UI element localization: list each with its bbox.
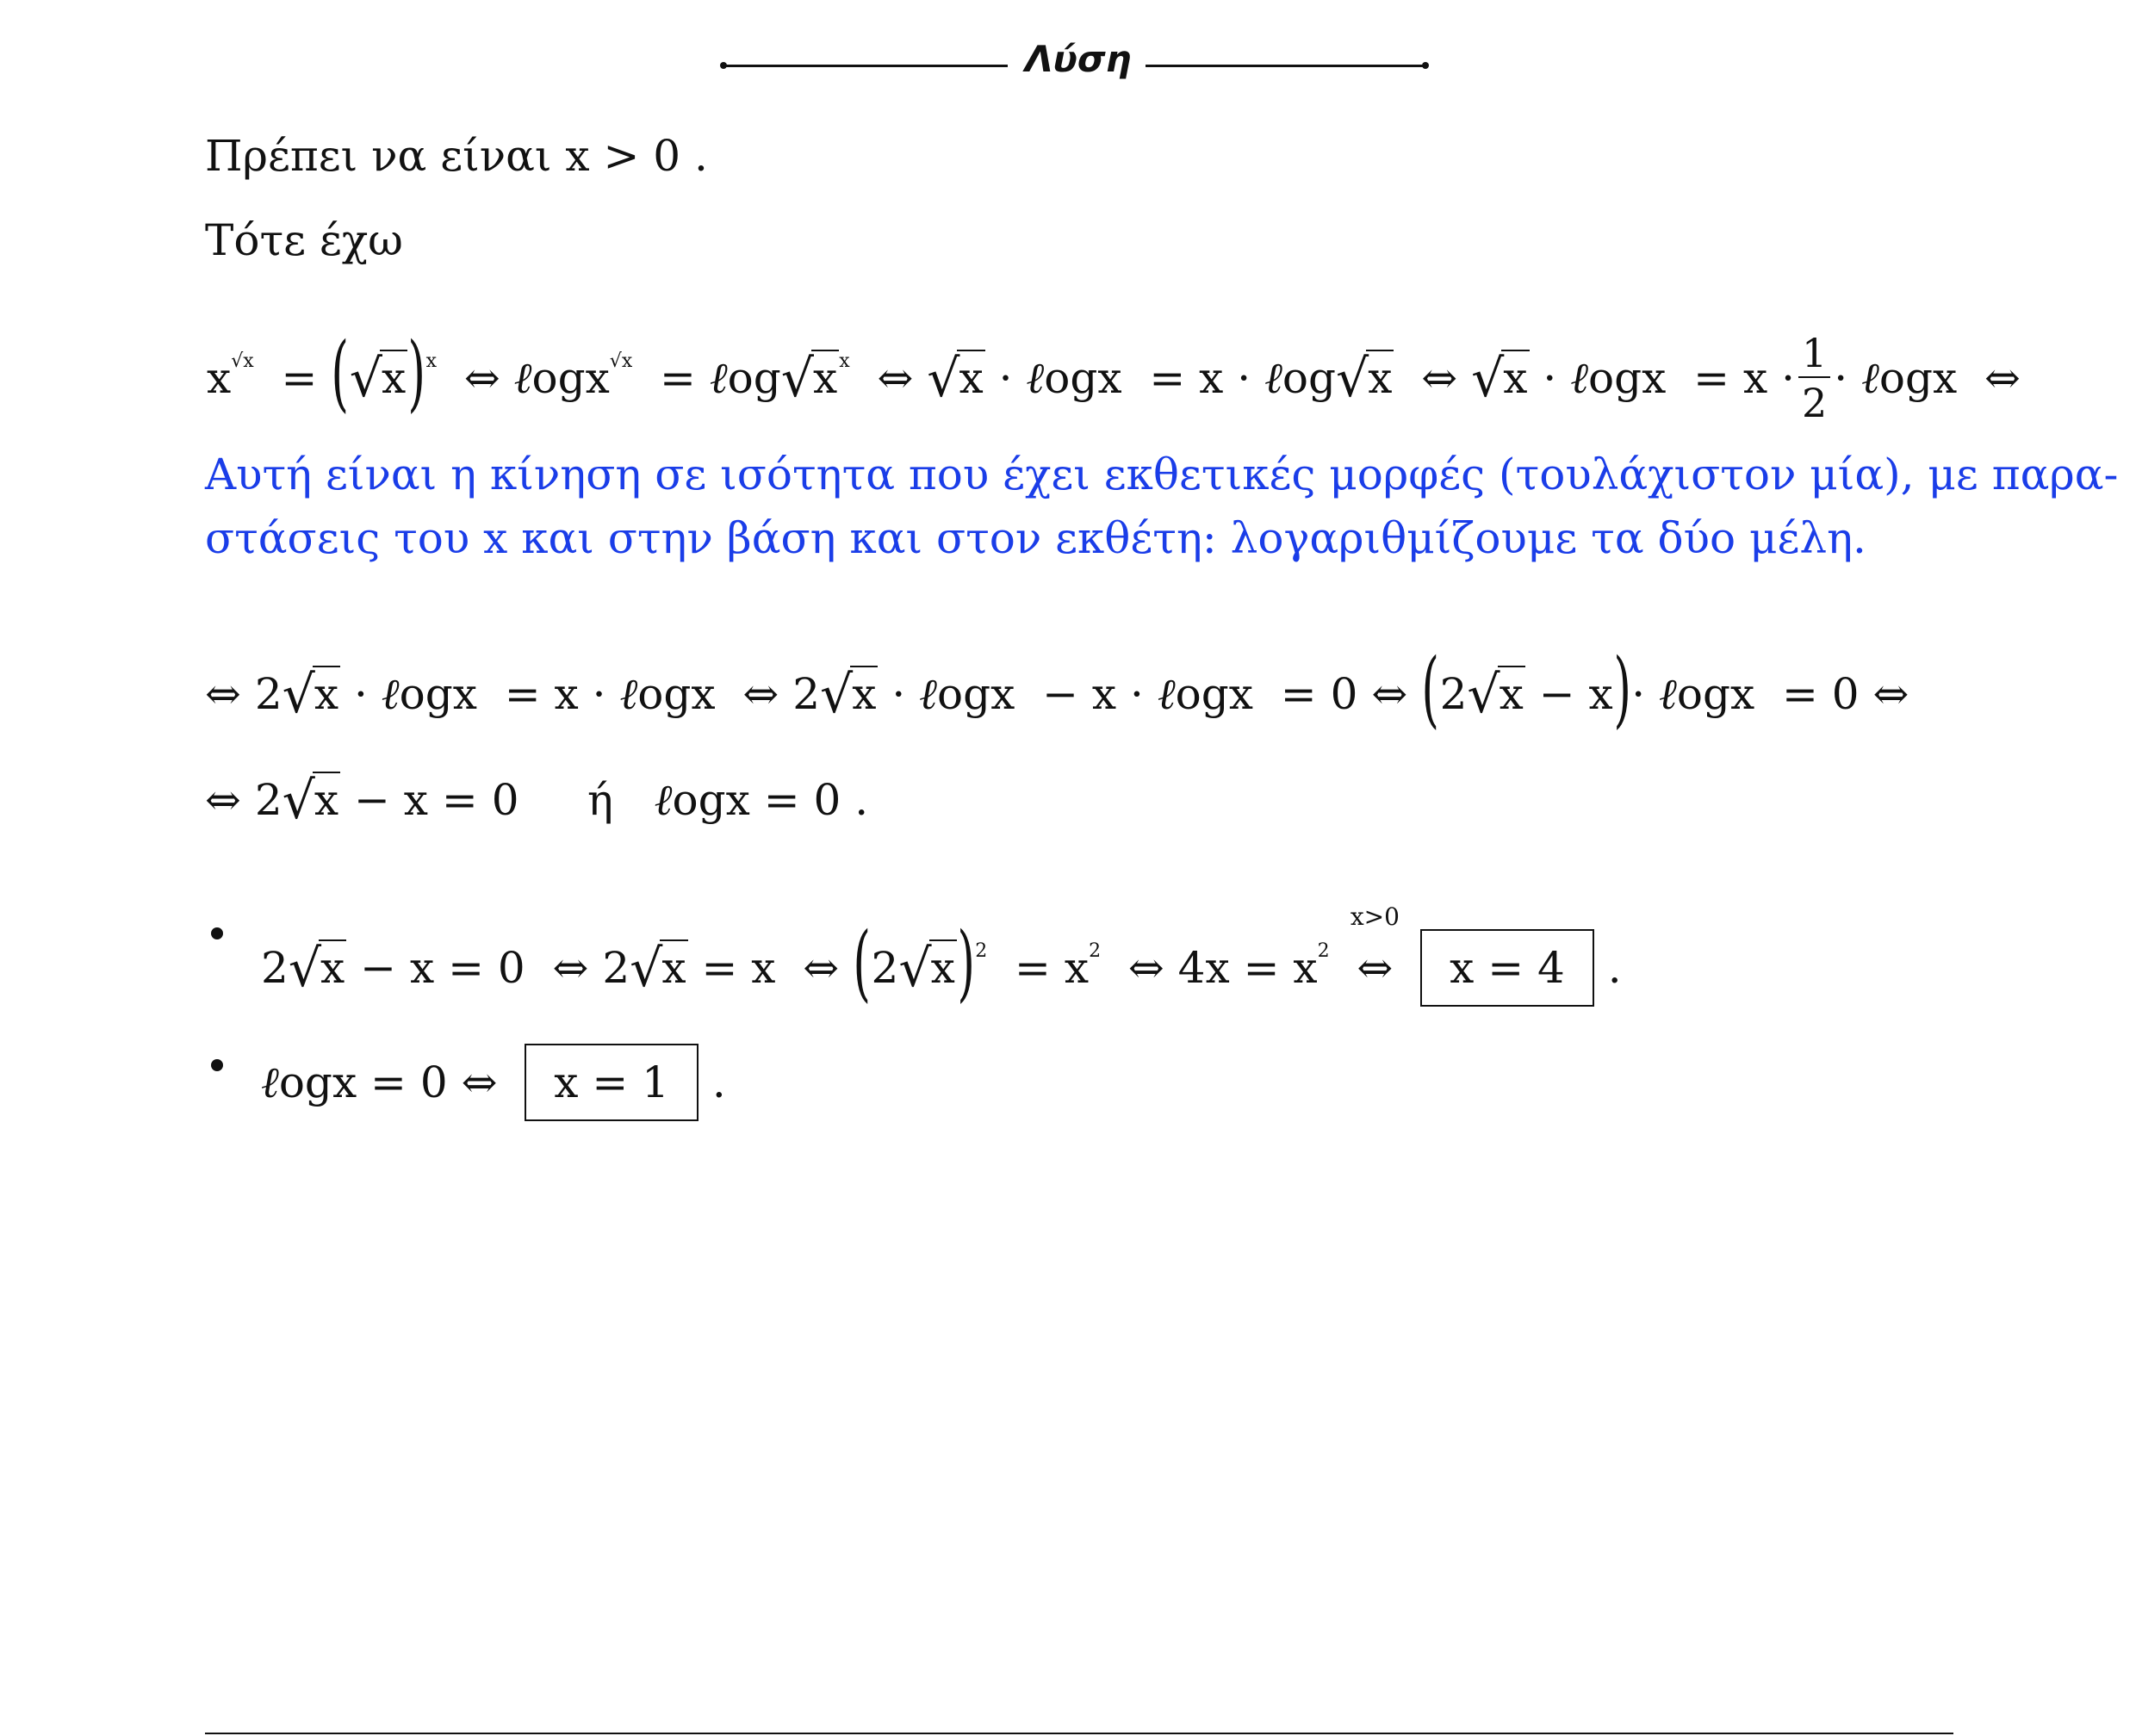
condition-label: x>0	[1350, 902, 1400, 931]
equation-line-2: ⇔ 2√x · ℓogx = x · ℓogx ⇔ 2√x · ℓogx − x · ℓogx = 0 ⇔ (2√x − x)· ℓogx = 0 ⇔	[205, 641, 1909, 737]
header-right-rule	[1146, 65, 1425, 67]
equation-bullet-1: 2√x − x = 0 ⇔ 2√x = x ⇔ $(2√x)^2 = x^2$ ⇔ $4x = x^2$ x>0 ⇔ x = 4 .	[261, 902, 1622, 1011]
bullet-1	[211, 927, 223, 939]
answer-box-1: x = 4	[1420, 929, 1594, 1007]
domain-condition: Πρέπει να είναι x > 0 .	[205, 131, 708, 181]
solution-heading: Λύση	[1025, 38, 1132, 80]
equation-line-1: $x^{√x} = (√x)^x$ ⇔ ℓogx$^{√x}$ = $\ell og√x^x$ ⇔ √x · ℓogx = x · ℓog√x ⇔ √x · ℓogx = x · $\frac{1}{2}$ · ℓogx ⇔	[207, 325, 2021, 426]
footer-rule	[205, 1733, 1953, 1734]
answer-box-2: x = 1	[525, 1044, 699, 1121]
bullet-2	[211, 1059, 223, 1071]
note-line-2: στάσεις του x και στην βάση και στον εκθέτη: λογαριθμίζουμε τα δύο μέλη.	[205, 513, 1866, 563]
then-line: Τότε έχω	[205, 215, 403, 265]
note-line-1: Αυτή είναι η κίνηση σε ισότητα που έχει εκθετικές μορφές (τουλάχιστον μία), με παρα-	[205, 450, 2119, 499]
equation-line-3: ⇔ 2√x − x = 0 ή ℓogx = 0 .	[205, 771, 869, 831]
header-right-dot	[1422, 62, 1429, 69]
header-left-rule	[723, 65, 1008, 67]
fraction-one-half: $\frac{1}{2}$	[1798, 333, 1830, 423]
equation-bullet-2: ℓogx = 0 ⇔ x = 1 .	[261, 1044, 726, 1121]
